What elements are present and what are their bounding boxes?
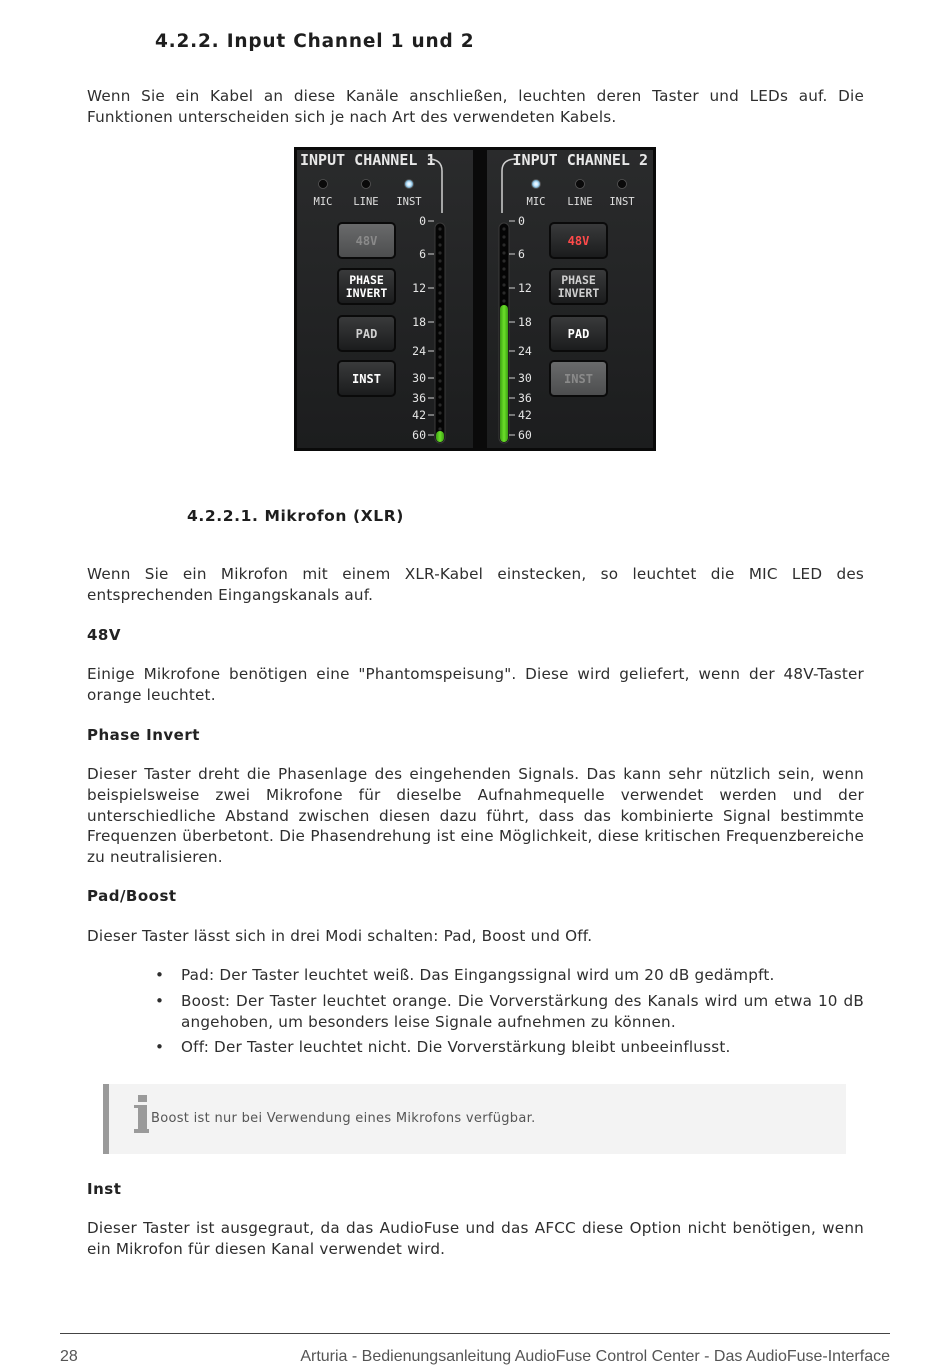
meter-segment — [502, 267, 505, 270]
meter-segment — [438, 339, 441, 342]
scale-tick-label: 12 — [518, 281, 532, 295]
scale-tick-label: 30 — [518, 371, 532, 385]
scale-tick-label: 42 — [412, 408, 426, 422]
scale-tick-label: 24 — [518, 344, 532, 358]
meter-segment — [438, 411, 441, 414]
scale-tick-label: 12 — [412, 281, 426, 295]
led-off — [362, 180, 371, 189]
scale-tick-label: 6 — [518, 247, 525, 261]
meter-segment — [438, 379, 441, 382]
meter-segment — [438, 283, 441, 286]
meter-segment — [438, 267, 441, 270]
pad-modes-list — [155, 965, 864, 1063]
button-label: 48V — [567, 234, 590, 248]
meter-segment — [438, 323, 441, 326]
button-label: INVERT — [345, 286, 388, 300]
channel-title: INPUT CHANNEL 1 — [300, 151, 436, 169]
led-on — [405, 180, 414, 189]
meter-segment — [438, 403, 441, 406]
page-number: 28 — [60, 1348, 78, 1365]
paragraph-48v: Einige Mikrofone benötigen eine "Phantomspeisung". Diese wird geliefert, wenn der 48V-Taster orange leuchtet. — [87, 665, 864, 704]
channel-title: INPUT CHANNEL 2 — [512, 151, 648, 169]
meter-segment — [438, 371, 441, 374]
led-off — [576, 180, 585, 189]
scale-tick-label: 18 — [518, 315, 532, 329]
button-label: PAD — [355, 327, 378, 341]
footer-divider — [60, 1333, 890, 1334]
button-label: INST — [352, 372, 381, 386]
scale-tick-label: 6 — [419, 247, 426, 261]
note-text: Boost ist nur bei Verwendung eines Mikrofons verfügbar. — [151, 1111, 536, 1126]
panel-svg — [294, 147, 656, 451]
led-label: INST — [609, 196, 635, 208]
meter-segment — [438, 427, 441, 430]
scale-tick-label: 60 — [412, 428, 426, 442]
button-label: INST — [564, 372, 593, 386]
meter-segment — [502, 275, 505, 278]
meter-segment — [502, 259, 505, 262]
meter-level-fill — [500, 305, 508, 442]
led-label: LINE — [567, 196, 593, 208]
meter-segment — [438, 331, 441, 334]
meter-segment — [438, 299, 441, 302]
led-off — [319, 180, 328, 189]
info-icon — [131, 1095, 149, 1135]
meter-segment — [438, 355, 441, 358]
meter-segment — [438, 291, 441, 294]
label-48v: 48V — [87, 626, 121, 644]
meter-segment — [438, 307, 441, 310]
meter-segment — [438, 251, 441, 254]
scale-tick-label: 42 — [518, 408, 532, 422]
scale-tick-label: 0 — [419, 214, 426, 228]
meter-segment — [438, 227, 441, 230]
meter-segment — [502, 283, 505, 286]
paragraph-pad-boost: Dieser Taster lässt sich in drei Modi schalten: Pad, Boost und Off. — [87, 927, 593, 945]
subsection-heading: 4.2.2.1. Mikrofon (XLR) — [187, 507, 404, 525]
section-heading: 4.2.2. Input Channel 1 und 2 — [155, 31, 475, 52]
scale-tick-label: 18 — [412, 315, 426, 329]
led-off — [618, 180, 627, 189]
button-label: PAD — [567, 327, 590, 341]
scale-tick-label: 36 — [412, 391, 426, 405]
input-channel-panel-figure — [294, 147, 656, 451]
meter-segment — [502, 243, 505, 246]
footer-title: Arturia - Bedienungsanleitung AudioFuse Control Center - Das AudioFuse-Interface — [300, 1348, 890, 1365]
list-item: • Off: Der Taster leuchtet nicht. Die Vorverstärkung bleibt unbeeinflusst. — [155, 1037, 864, 1058]
label-phase-invert: Phase Invert — [87, 726, 200, 744]
meter-segment — [502, 299, 505, 302]
led-on — [532, 180, 541, 189]
paragraph-inst: Dieser Taster ist ausgegraut, da das AudioFuse und das AFCC diese Option nicht benötigen, wenn ein Mikrofon für diesen Kanal verwendet wird. — [87, 1219, 864, 1258]
meter-segment — [438, 235, 441, 238]
list-item: • Pad: Der Taster leuchtet weiß. Das Eingangssignal wird um 20 dB gedämpft. — [155, 965, 864, 986]
intro-paragraph: Wenn Sie ein Kabel an diese Kanäle anschließen, leuchten deren Taster und LEDs auf. Die Funktionen unterscheiden sich je nach Art des verwendeten Kabels. — [87, 87, 864, 126]
button-label: PHASE — [349, 273, 384, 287]
mic-paragraph: Wenn Sie ein Mikrofon mit einem XLR-Kabel einstecken, so leuchtet die MIC LED des entsprechenden Eingangskanals auf. — [87, 565, 864, 604]
meter-segment — [438, 419, 441, 422]
meter-segment — [502, 291, 505, 294]
scale-tick-label: 0 — [518, 214, 525, 228]
meter-segment — [502, 227, 505, 230]
paragraph-phase-invert: Dieser Taster dreht die Phasenlage des eingehenden Signals. Das kann sehr nützlich sein, wenn beispielsweise zwei Mikrofone für dieselbe Aufnahmequelle verwendet werden und der unterschiedliche Abstand zwischen diesen dazu führt, dass das kombinierte Signal bestimmte Frequenzen überbetont. Die Phasendrehung ist eine Möglichkeit, diese kritischen Frequenzbereiche zu neutralisieren. — [87, 765, 864, 867]
button-label: 48V — [355, 234, 378, 248]
note-box — [103, 1084, 846, 1154]
list-item: • Boost: Der Taster leuchtet orange. Die Vorverstärkung des Kanals wird um etwa 10 dB angehoben, um besonders leise Signale aufnehmen zu können. — [155, 991, 864, 1033]
button-label: PHASE — [561, 273, 596, 287]
led-label: LINE — [353, 196, 379, 208]
led-label: MIC — [526, 196, 546, 208]
scale-tick-label: 30 — [412, 371, 426, 385]
meter-segment — [438, 363, 441, 366]
meter-segment — [438, 259, 441, 262]
meter-segment — [438, 347, 441, 350]
meter-segment — [438, 395, 441, 398]
scale-tick-label: 36 — [518, 391, 532, 405]
meter-segment — [502, 235, 505, 238]
label-pad-boost: Pad/Boost — [87, 887, 177, 905]
meter-segment — [438, 315, 441, 318]
scale-tick-label: 60 — [518, 428, 532, 442]
meter-segment — [438, 243, 441, 246]
label-inst: Inst — [87, 1180, 122, 1198]
meter-segment — [438, 275, 441, 278]
led-label: MIC — [313, 196, 333, 208]
scale-tick-label: 24 — [412, 344, 426, 358]
meter-level-fill — [436, 431, 444, 442]
meter-segment — [438, 387, 441, 390]
led-label: INST — [396, 196, 422, 208]
meter-segment — [502, 251, 505, 254]
button-label: INVERT — [557, 286, 600, 300]
